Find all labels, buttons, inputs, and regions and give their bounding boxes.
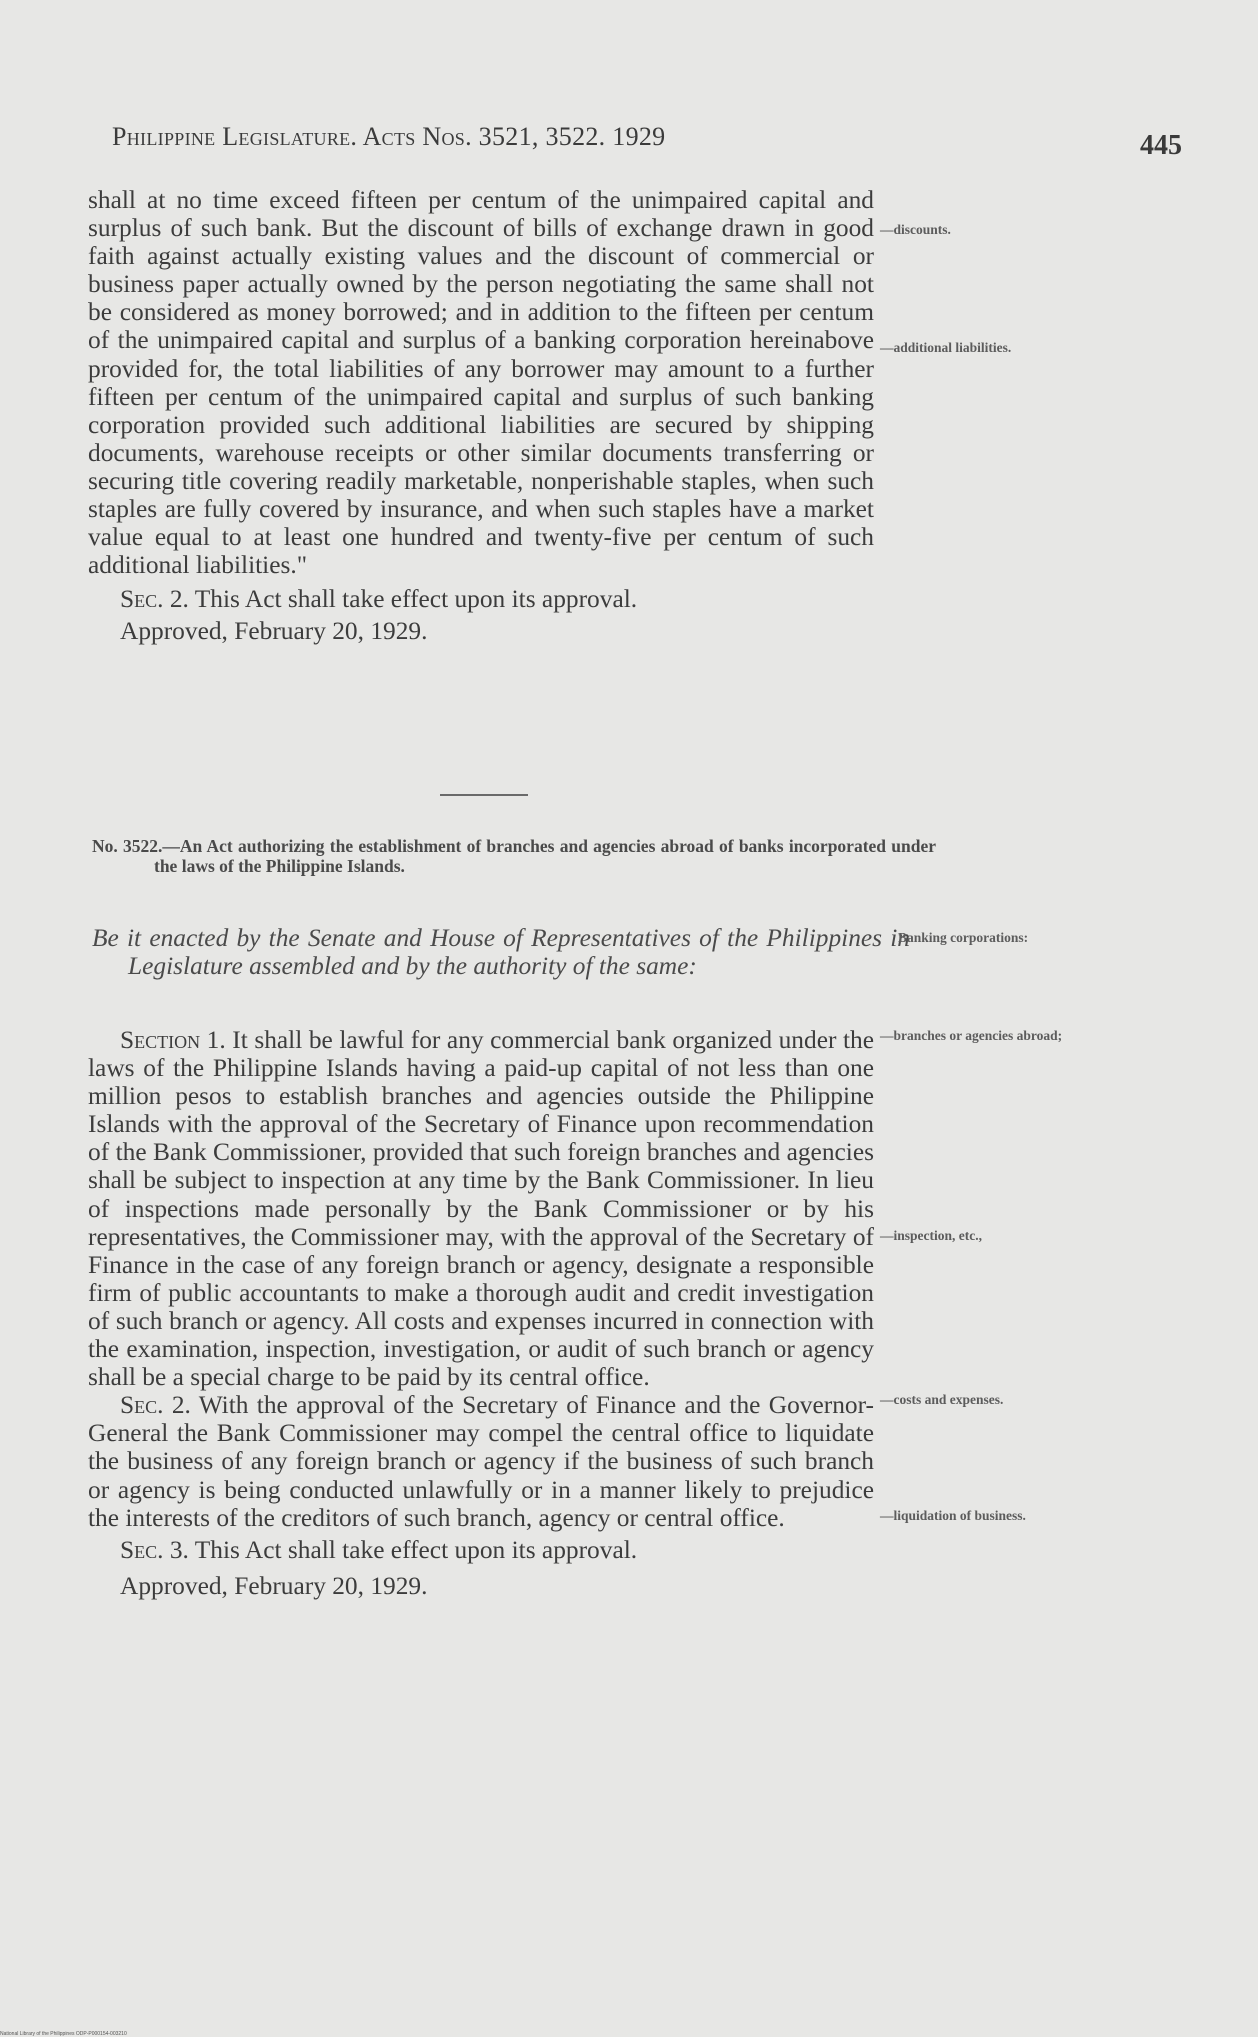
act-3522-section-1 bbox=[88, 1026, 874, 1391]
section-text: 1. It shall be lawful for any commercial bank organized under the laws of the Philippine Islands having a paid-up capital of not less than one million pesos to establish branches and agencies outside the Philippine Islands with the approval of the Secretary of Finance upon recommendation of the Bank Commissioner, provided that such foreign branches and agencies shall be subject to inspection at any time by the Bank Commissioner. In lieu of inspections made personally by the Bank Commissioner or by his representatives, the Commissioner may, with the approval of the Secretary of Finance in the case of any foreign branch or agency, designate a responsible firm of public accountants to make a thorough audit and credit investigation of such branch or agency. All costs and expenses incurred in connection with the examination, inspection, investigation, or audit of such branch or agency shall be a special charge to be paid by its central office. bbox=[88, 1026, 874, 1392]
act-3521-approval: Approved, February 20, 1929. bbox=[120, 617, 428, 646]
section-label: Section bbox=[120, 1026, 201, 1054]
enacting-clause: Be it enacted by the Senate and House of Representatives of the Philippines in Legislature assembled and by the authority of the same: bbox=[92, 924, 910, 980]
margin-note-additional-liabilities: —additional liabilities. bbox=[880, 340, 1012, 355]
page-number: 445 bbox=[1140, 130, 1182, 161]
section-label: Sec. bbox=[120, 585, 164, 614]
section-text: 2. With the approval of the Secretary of Finance and the Governor-General the Bank Commissioner may compel the central office to liquidate the business of any foreign branch or agency if the business of such branch or agency is being conducted unlawfully or in a manner likely to prejudice the interests of the creditors of such branch, agency or central office. bbox=[88, 1391, 874, 1532]
continuation-paragraph: shall at no time exceed fifteen per centum of the unimpaired capital and surplus of such bank. But the discount of bills of exchange drawn in good faith against actually existing values and the discount of commercial or business paper actually owned by the person negotiating the same shall not be considered as money borrowed; and in addition to the fifteen per centum of the unimpaired capital and surplus of a banking corporation hereinabove provided for, the total liabilities of any borrower may amount to a further fifteen per centum of the unimpaired capital and surplus of such banking corporation provided such additional liabilities are secured by shipping documents, warehouse receipts or other similar documents transferring or securing title covering readily marketable, nonperishable staples, when such staples are fully covered by insurance, and when such staples have a market value equal to at least one hundred and twenty-five per centum of such additional liabilities." bbox=[88, 186, 874, 580]
margin-note-costs: —costs and expenses. bbox=[880, 1392, 1004, 1407]
act-3522-section-2 bbox=[88, 1391, 874, 1531]
act-3522-title: No. 3522.—An Act authorizing the establishment of branches and agencies abroad of banks incorporated under the laws of the Philippine Islands. bbox=[92, 836, 936, 876]
act-3522-approval: Approved, February 20, 1929. bbox=[120, 1571, 428, 1600]
act-3522-body bbox=[88, 1026, 874, 1600]
margin-note-liquidation: —liquidation of business. bbox=[880, 1508, 1026, 1523]
margin-note-discounts: —discounts. bbox=[880, 222, 951, 237]
act-3521-section-2 bbox=[88, 585, 874, 613]
margin-note-branches-abroad: —branches or agencies abroad; bbox=[880, 1028, 1063, 1043]
section-label: Sec. bbox=[120, 1391, 164, 1420]
margin-note-inspection: —inspection, etc., bbox=[880, 1228, 982, 1243]
scan-footer: National Library of the Philippines ODP-P000154-003210 bbox=[0, 2031, 127, 2037]
section-text: 2. This Act shall take effect upon its approval. bbox=[169, 585, 638, 614]
section-divider bbox=[440, 794, 528, 796]
act-3522-section-3 bbox=[88, 1536, 874, 1564]
margin-note-banking-corporations: Banking corporations: bbox=[898, 930, 1029, 945]
act-3521-continuation bbox=[88, 186, 874, 646]
section-label: Sec. bbox=[120, 1535, 164, 1564]
section-text: 3. This Act shall take effect upon its approval. bbox=[169, 1535, 638, 1564]
running-head: Philippine Legislature. Acts Nos. 3521, 3522. 1929 bbox=[112, 122, 666, 151]
